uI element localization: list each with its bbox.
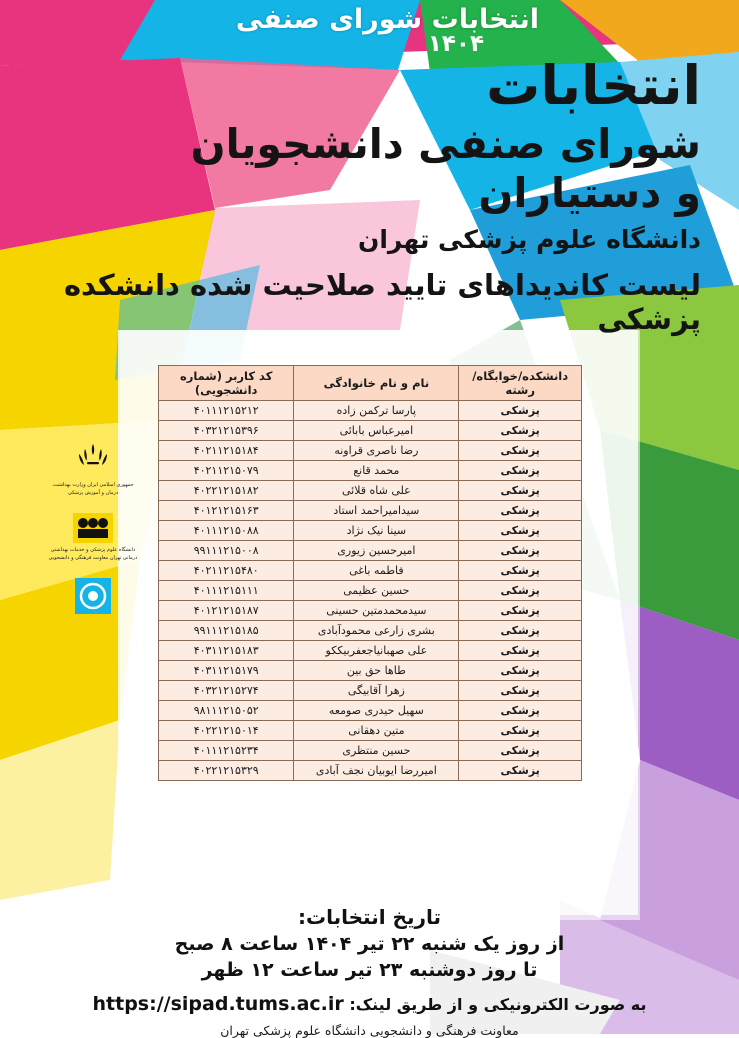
- cell-usercode: ۴۰۲۱۱۲۱۵۴۸۰: [159, 561, 294, 581]
- table-row: [159, 641, 582, 661]
- iran-emblem: [48, 440, 138, 497]
- cell-department: پزشکی: [459, 501, 582, 521]
- table-row: [159, 741, 582, 761]
- cell-department: پزشکی: [459, 421, 582, 441]
- cell-usercode: ۹۹۱۱۱۲۱۵۰۰۸: [159, 541, 294, 561]
- cell-usercode: ۴۰۲۲۱۲۱۵۱۸۲: [159, 481, 294, 501]
- table-row: [159, 601, 582, 621]
- election-link-prefix: به صورت الکترونیکی و از طریق لینک:: [349, 995, 647, 1014]
- cell-department: پزشکی: [459, 441, 582, 461]
- column-header-usercode: کد کاربر (شماره دانشجویی): [159, 366, 294, 401]
- cell-fullname: سیدمحمدمتین حسینی: [294, 601, 459, 621]
- cell-department: پزشکی: [459, 641, 582, 661]
- heading-line-3: و دستیاران: [478, 168, 701, 217]
- cell-usercode: ۴۰۱۱۱۲۱۵۱۱۱: [159, 581, 294, 601]
- cell-department: پزشکی: [459, 761, 582, 781]
- poster-headings: [0, 54, 739, 336]
- table-row: [159, 721, 582, 741]
- top-band: [0, 0, 739, 62]
- footer: [0, 905, 739, 1038]
- cell-fullname: زهرا آقابیگی: [294, 681, 459, 701]
- cell-usercode: ۴۰۱۱۱۲۱۵۰۸۸: [159, 521, 294, 541]
- table-row: [159, 581, 582, 601]
- university-emblem: [48, 511, 138, 562]
- cell-usercode: ۴۰۳۲۱۲۱۵۳۹۶: [159, 421, 294, 441]
- table-row: [159, 421, 582, 441]
- cell-fullname: امیرحسین زیوری: [294, 541, 459, 561]
- top-band-title: انتخابات شورای صنفی: [235, 4, 539, 35]
- candidates-table-wrapper: [158, 365, 582, 781]
- cell-fullname: طاها حق بین: [294, 661, 459, 681]
- cell-department: پزشکی: [459, 481, 582, 501]
- candidates-table-body: [159, 401, 582, 781]
- table-row: [159, 621, 582, 641]
- table-row: [159, 401, 582, 421]
- table-row: [159, 441, 582, 461]
- cell-department: پزشکی: [459, 681, 582, 701]
- footer-organization: معاونت فرهنگی و دانشجویی دانشگاه علوم پزشکی تهران: [220, 1023, 519, 1038]
- cell-usercode: ۴۰۳۱۱۲۱۵۱۷۹: [159, 661, 294, 681]
- table-row: [159, 481, 582, 501]
- cell-department: پزشکی: [459, 621, 582, 641]
- cell-department: پزشکی: [459, 521, 582, 541]
- cell-fullname: حسین عظیمی: [294, 581, 459, 601]
- cell-usercode: ۴۰۲۲۱۲۱۵۰۱۴: [159, 721, 294, 741]
- cell-fullname: محمد قانع: [294, 461, 459, 481]
- cell-fullname: رضا ناصری قراونه: [294, 441, 459, 461]
- table-row: [159, 521, 582, 541]
- table-row: [159, 661, 582, 681]
- table-row: [159, 501, 582, 521]
- table-row: [159, 461, 582, 481]
- cell-usercode: ۴۰۱۲۱۲۱۵۱۸۷: [159, 601, 294, 621]
- heading-line-1: انتخابات: [486, 54, 701, 117]
- cell-usercode: ۹۸۱۱۱۲۱۵۰۵۲: [159, 701, 294, 721]
- cell-department: پزشکی: [459, 601, 582, 621]
- election-start: از روز یک شنبه ۲۲ تیر ۱۴۰۴ ساعت ۸ صبح: [174, 933, 565, 955]
- table-row: [159, 761, 582, 781]
- cell-fullname: فاطمه باغی: [294, 561, 459, 581]
- cell-fullname: سهیل حیدری صومعه: [294, 701, 459, 721]
- table-row: [159, 681, 582, 701]
- table-row: [159, 541, 582, 561]
- heading-line-4: دانشگاه علوم پزشکی تهران: [357, 224, 701, 254]
- table-row: [159, 561, 582, 581]
- cell-usercode: ۴۰۱۱۱۲۱۵۲۱۲: [159, 401, 294, 421]
- cell-department: پزشکی: [459, 461, 582, 481]
- cell-department: پزشکی: [459, 721, 582, 741]
- cell-department: پزشکی: [459, 561, 582, 581]
- cell-fullname: پارسا ترکمن زاده: [294, 401, 459, 421]
- iran-emblem-caption: جمهوری اسلامی ایران وزارت بهداشت، درمان و آموزش پزشکی: [52, 482, 134, 496]
- cell-fullname: بشری زارعی محمودآبادی: [294, 621, 459, 641]
- cell-fullname: علی شاه قلائی: [294, 481, 459, 501]
- candidates-table: [158, 365, 582, 781]
- cell-fullname: حسین منتظری: [294, 741, 459, 761]
- cell-department: پزشکی: [459, 661, 582, 681]
- cell-usercode: ۴۰۱۲۱۲۱۵۱۶۳: [159, 501, 294, 521]
- cell-fullname: علی صهبانیاجعفربیککو: [294, 641, 459, 661]
- cell-usercode: ۹۹۱۱۱۲۱۵۱۸۵: [159, 621, 294, 641]
- cell-usercode: ۴۰۲۱۱۲۱۵۰۷۹: [159, 461, 294, 481]
- cell-fullname: سینا نیک نژاد: [294, 521, 459, 541]
- student-council-emblem: [48, 576, 138, 616]
- cell-department: پزشکی: [459, 741, 582, 761]
- table-row: [159, 701, 582, 721]
- election-end: تا روز دوشنبه ۲۳ تیر ساعت ۱۲ ظهر: [201, 959, 538, 981]
- heading-line-2: شورای صنفی دانشجویان: [190, 119, 701, 168]
- column-header-fullname: نام و نام خانوادگی: [294, 366, 459, 401]
- cell-fullname: متین دهقانی: [294, 721, 459, 741]
- emblem-group: [48, 440, 138, 630]
- cell-department: پزشکی: [459, 401, 582, 421]
- election-date-heading: تاریخ انتخابات:: [298, 905, 441, 929]
- election-link[interactable]: https://sipad.tums.ac.ir: [92, 993, 344, 1015]
- election-link-row: [0, 993, 739, 1015]
- university-emblem-caption: دانشگاه علوم پزشکی و خدمات بهداشتی درمانی تهران معاونت فرهنگی و دانشجویی: [48, 547, 138, 561]
- cell-department: پزشکی: [459, 581, 582, 601]
- heading-line-5: لیست کاندیداهای تایید صلاحیت شده دانشکده پزشکی: [63, 267, 701, 336]
- cell-fullname: امیررضا ایوبیان نجف آبادی: [294, 761, 459, 781]
- table-header-row: [159, 366, 582, 401]
- cell-usercode: ۴۰۳۱۱۲۱۵۱۸۳: [159, 641, 294, 661]
- cell-usercode: ۴۰۲۱۱۲۱۵۱۸۴: [159, 441, 294, 461]
- cell-fullname: سیدامیراحمد استاد: [294, 501, 459, 521]
- cell-usercode: ۴۰۱۱۱۲۱۵۲۳۴: [159, 741, 294, 761]
- cell-department: پزشکی: [459, 701, 582, 721]
- cell-usercode: ۴۰۳۲۱۲۱۵۲۷۴: [159, 681, 294, 701]
- cell-fullname: امیرعباس بابائی: [294, 421, 459, 441]
- column-header-department: دانشکده/خوابگاه/رشته: [459, 366, 582, 401]
- cell-department: پزشکی: [459, 541, 582, 561]
- top-band-year: ۱۴۰۴: [427, 31, 484, 57]
- cell-usercode: ۴۰۲۲۱۲۱۵۳۲۹: [159, 761, 294, 781]
